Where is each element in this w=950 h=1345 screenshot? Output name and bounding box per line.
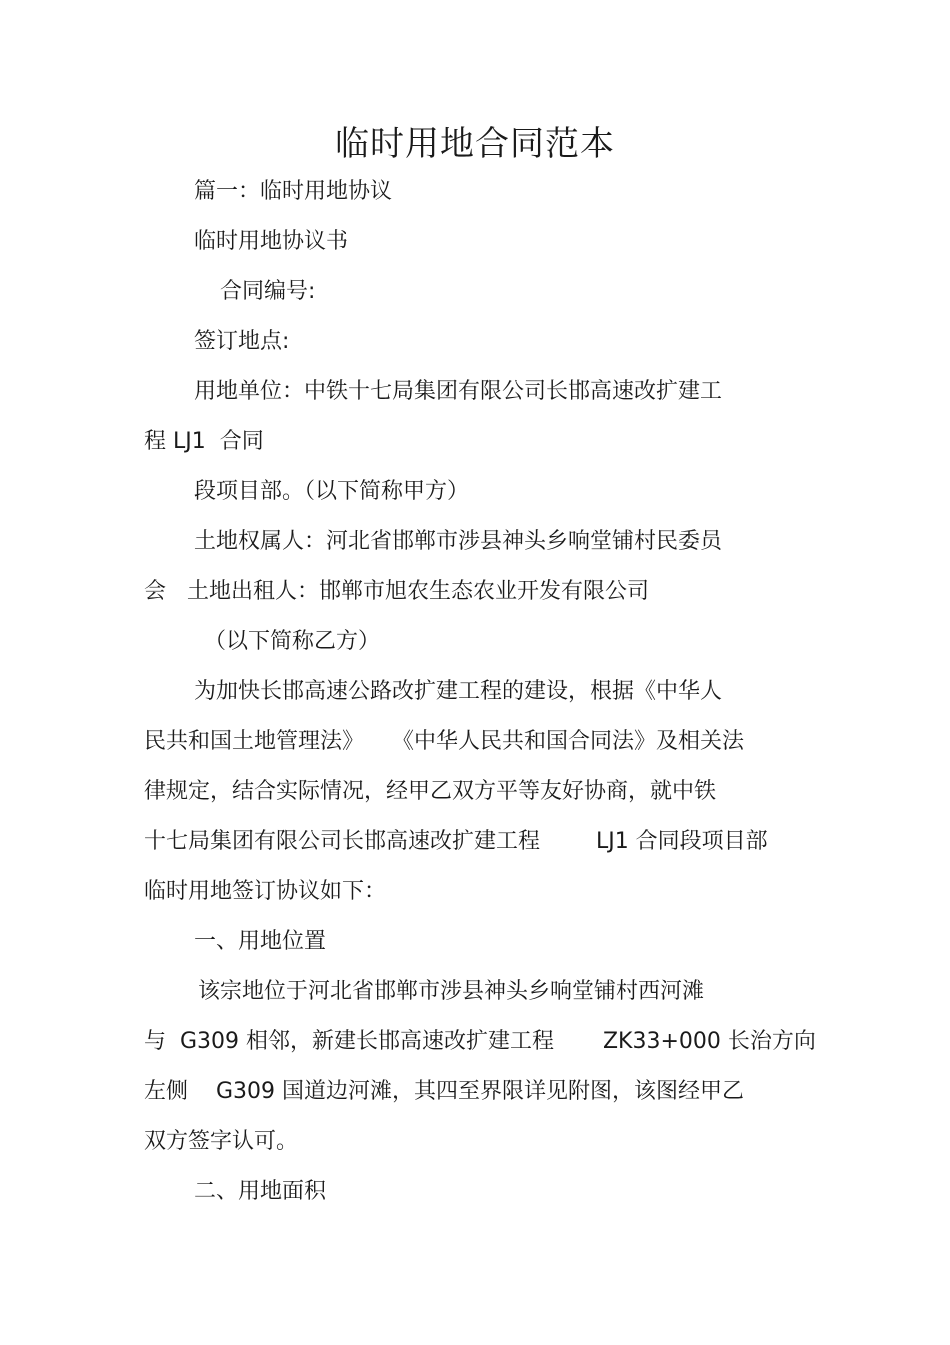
doc-line: 临时用地签订协议如下： — [144, 879, 387, 904]
doc-line: 篇一：临时用地协议 — [194, 179, 393, 204]
doc-line: 一、用地位置 — [194, 929, 327, 954]
doc-line: 签订地点: — [194, 329, 290, 354]
doc-line: 双方签字认可。 — [144, 1129, 299, 1154]
doc-line: 十七局集团有限公司长邯高速改扩建工程 LJ1 合同段项目部 — [144, 829, 768, 854]
doc-line: 左侧 G309 国道边河滩，其四至界限详见附图，该图经甲乙 — [144, 1079, 745, 1104]
doc-line: 该宗地位于河北省邯郸市涉县神头乡响堂铺村西河滩 — [198, 979, 705, 1004]
doc-line: 程 LJ1 合同 — [144, 429, 264, 454]
doc-line: 合同编号: — [220, 279, 316, 304]
doc-line: 段项目部。（以下简称甲方） — [194, 479, 470, 504]
doc-line: 二、用地面积 — [194, 1179, 327, 1204]
doc-line: 会 土地出租人：邯郸市旭农生态农业开发有限公司 — [144, 579, 649, 604]
doc-line: 临时用地协议书 — [194, 229, 349, 254]
doc-line: （以下简称乙方） — [204, 629, 381, 654]
doc-line: 民共和国土地管理法》 《中华人民共和国合同法》及相关法 — [144, 729, 744, 754]
doc-line: 与 G309 相邻，新建长邯高速改扩建工程 ZK33+000 长治方向 — [144, 1029, 816, 1054]
doc-line: 为加快长邯高速公路改扩建工程的建设，根据《中华人 — [194, 679, 723, 704]
doc-line: 用地单位：中铁十七局集团有限公司长邯高速改扩建工 — [194, 379, 723, 404]
doc-line: 土地权属人：河北省邯郸市涉县神头乡响堂铺村民委员 — [194, 529, 723, 554]
page-title: 临时用地合同范本 — [335, 124, 615, 164]
doc-line: 律规定，结合实际情况，经甲乙双方平等友好协商，就中铁 — [144, 779, 717, 804]
